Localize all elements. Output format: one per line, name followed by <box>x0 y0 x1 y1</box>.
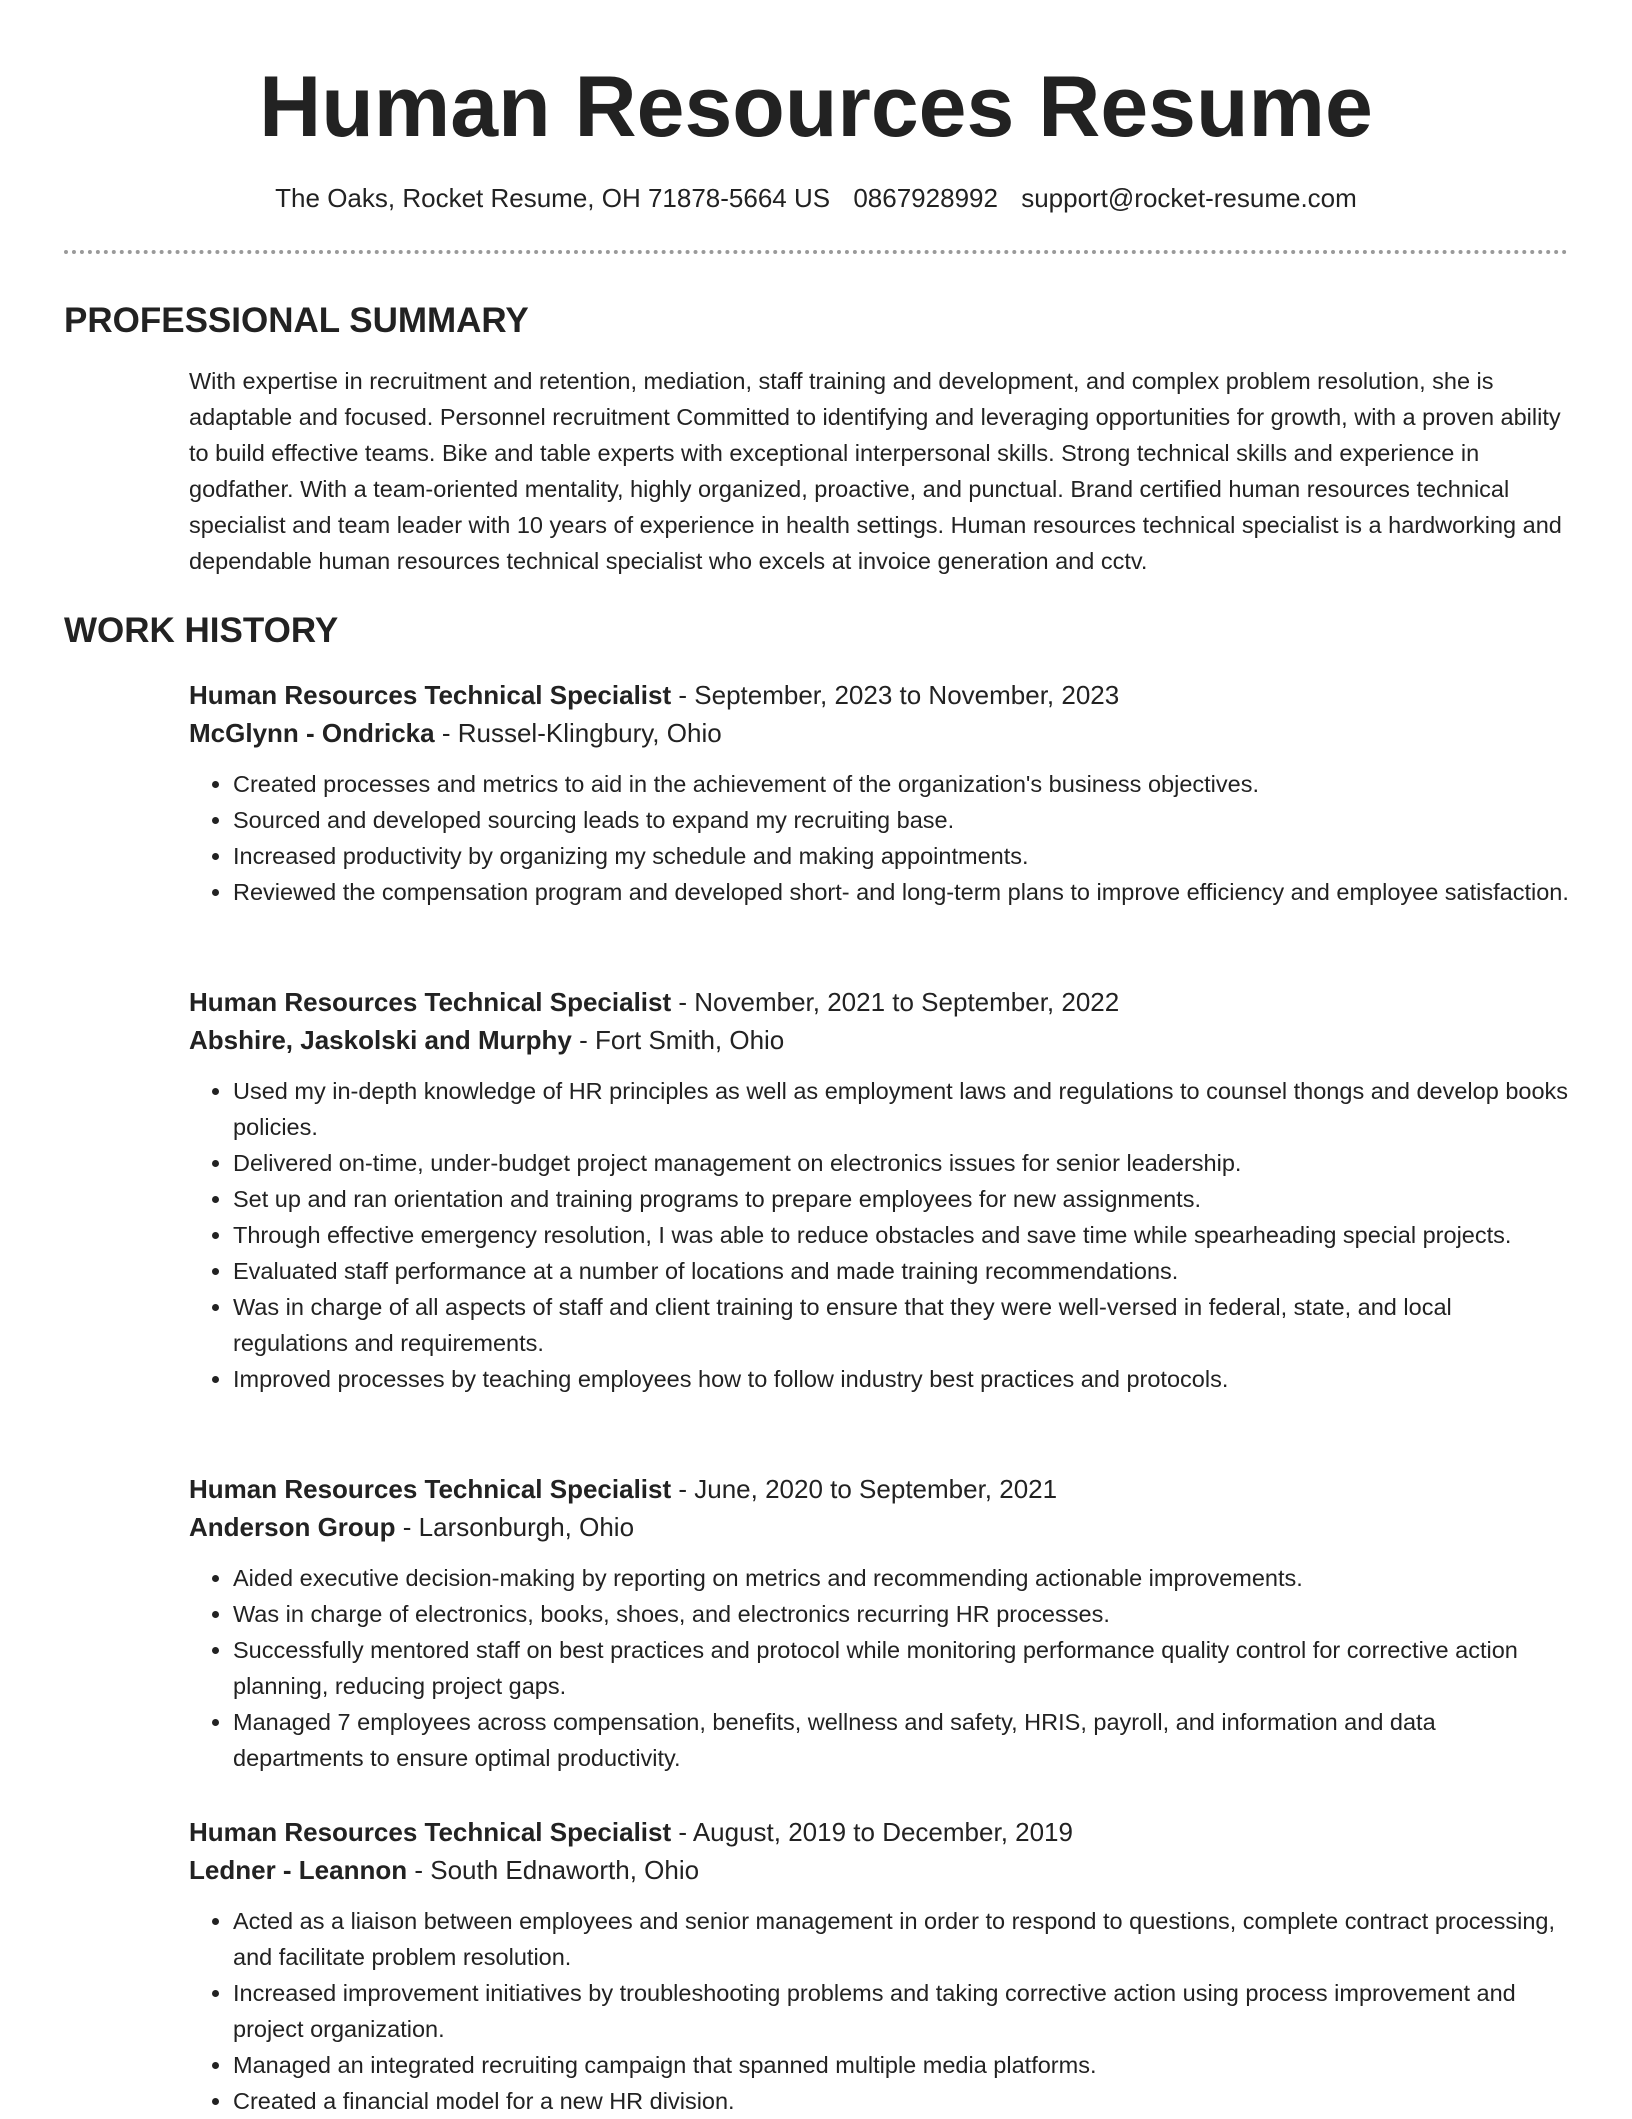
job-bullet: • Sourced and developed sourcing leads to expand my recruiting base. <box>233 802 1569 838</box>
job-company: Abshire, Jaskolski and Murphy <box>189 1025 572 1055</box>
job-title-line <box>189 1813 1569 1851</box>
job-dates: - September, 2023 to November, 2023 <box>671 680 1120 710</box>
job-location: - South Ednaworth, Ohio <box>407 1855 700 1885</box>
resume-title: Human Resources Resume <box>259 59 1373 155</box>
job-bullet: • Was in charge of electronics, books, shoes, and electronics recurring HR processes. <box>233 1596 1569 1632</box>
job-entry <box>189 1470 1569 1776</box>
job-company: McGlynn - Ondricka <box>189 718 435 748</box>
job-bullets <box>189 1560 1569 1776</box>
job-entry <box>189 1813 1569 2119</box>
job-bullet: • Created processes and metrics to aid in the achievement of the organization's business objectives. <box>233 766 1569 802</box>
job-dates: - August, 2019 to December, 2019 <box>671 1817 1073 1847</box>
job-title-line <box>189 983 1569 1021</box>
job-bullet: • Set up and ran orientation and training programs to prepare employees for new assignments. <box>233 1181 1569 1217</box>
job-dates: - November, 2021 to September, 2022 <box>671 987 1120 1017</box>
contact-address: The Oaks, Rocket Resume, OH 71878-5664 US <box>275 183 831 213</box>
job-company: Ledner - Leannon <box>189 1855 408 1885</box>
job-location: - Fort Smith, Ohio <box>571 1025 785 1055</box>
job-entry <box>189 676 1569 910</box>
job-bullet: • Increased productivity by organizing my schedule and making appointments. <box>233 838 1569 874</box>
job-title: Human Resources Technical Specialist <box>189 1817 672 1847</box>
job-company-line <box>189 1508 1569 1546</box>
professional-summary-heading: PROFESSIONAL SUMMARY <box>64 301 529 340</box>
job-bullet: • Reviewed the compensation program and developed short- and long-term plans to improve efficiency and employee satisfaction. <box>233 874 1569 910</box>
job-location: - Russel-Klingbury, Ohio <box>434 718 722 748</box>
header-divider <box>64 250 1568 254</box>
job-title: Human Resources Technical Specialist <box>189 1474 672 1504</box>
job-title: Human Resources Technical Specialist <box>189 987 672 1017</box>
job-bullet: • Evaluated staff performance at a number of locations and made training recommendations. <box>233 1253 1569 1289</box>
job-company: Anderson Group <box>189 1512 396 1542</box>
job-bullets <box>189 766 1569 910</box>
job-bullet: • Was in charge of all aspects of staff and client training to ensure that they were well-versed in federal, state, and local regulations and requirements. <box>233 1289 1569 1361</box>
job-company-line <box>189 714 1569 752</box>
job-bullet: • Aided executive decision-making by reporting on metrics and recommending actionable improvements. <box>233 1560 1569 1596</box>
job-bullet: • Managed an integrated recruiting campaign that spanned multiple media platforms. <box>233 2047 1569 2083</box>
job-company-line <box>189 1021 1569 1059</box>
job-bullet: • Through effective emergency resolution, I was able to reduce obstacles and save time while spearheading special projects. <box>233 1217 1569 1253</box>
contact-info <box>0 178 1632 218</box>
job-bullet: • Increased improvement initiatives by troubleshooting problems and taking corrective action using process improvement and project organization. <box>233 1975 1569 2047</box>
job-bullets <box>189 1073 1569 1397</box>
job-bullet: • Acted as a liaison between employees and senior management in order to respond to questions, complete contract processing, and facilitate problem resolution. <box>233 1903 1569 1975</box>
job-dates: - June, 2020 to September, 2021 <box>671 1474 1058 1504</box>
work-history-heading: WORK HISTORY <box>64 611 339 650</box>
job-title-line <box>189 676 1569 714</box>
job-bullet: • Created a financial model for a new HR division. <box>233 2083 1569 2119</box>
contact-phone: 0867928992 <box>853 183 998 213</box>
job-title-line <box>189 1470 1569 1508</box>
job-title: Human Resources Technical Specialist <box>189 680 672 710</box>
job-entry <box>189 983 1569 1397</box>
job-bullet: • Improved processes by teaching employees how to follow industry best practices and protocols. <box>233 1361 1569 1397</box>
job-bullet: • Delivered on-time, under-budget project management on electronics issues for senior leadership. <box>233 1145 1569 1181</box>
job-bullets <box>189 1903 1569 2119</box>
job-location: - Larsonburgh, Ohio <box>395 1512 635 1542</box>
professional-summary-text: With expertise in recruitment and retention, mediation, staff training and development, and complex problem resolution, she is adaptable and focused. Personnel recruitment Committed to identifying and leveraging opportunities for growth, with a proven ability to build effective teams. Bike and table experts with exceptional interpersonal skills. Strong technical skills and experience in godfather. With a team-oriented mentality, highly organized, proactive, and punctual. Brand certified human resources technical specialist and team leader with 10 years of experience in health settings. Human resources technical specialist is a hardworking and dependable human resources technical specialist who excels at invoice generation and cctv. <box>189 368 1562 574</box>
job-bullet: • Used my in-depth knowledge of HR principles as well as employment laws and regulations to counsel thongs and develop books policies. <box>233 1073 1569 1145</box>
contact-email: support@rocket-resume.com <box>1021 183 1357 213</box>
job-company-line <box>189 1851 1569 1889</box>
job-bullet: • Managed 7 employees across compensation, benefits, wellness and safety, HRIS, payroll, and information and data departments to ensure optimal productivity. <box>233 1704 1569 1776</box>
job-bullet: • Successfully mentored staff on best practices and protocol while monitoring performance quality control for corrective action planning, reducing project gaps. <box>233 1632 1569 1704</box>
